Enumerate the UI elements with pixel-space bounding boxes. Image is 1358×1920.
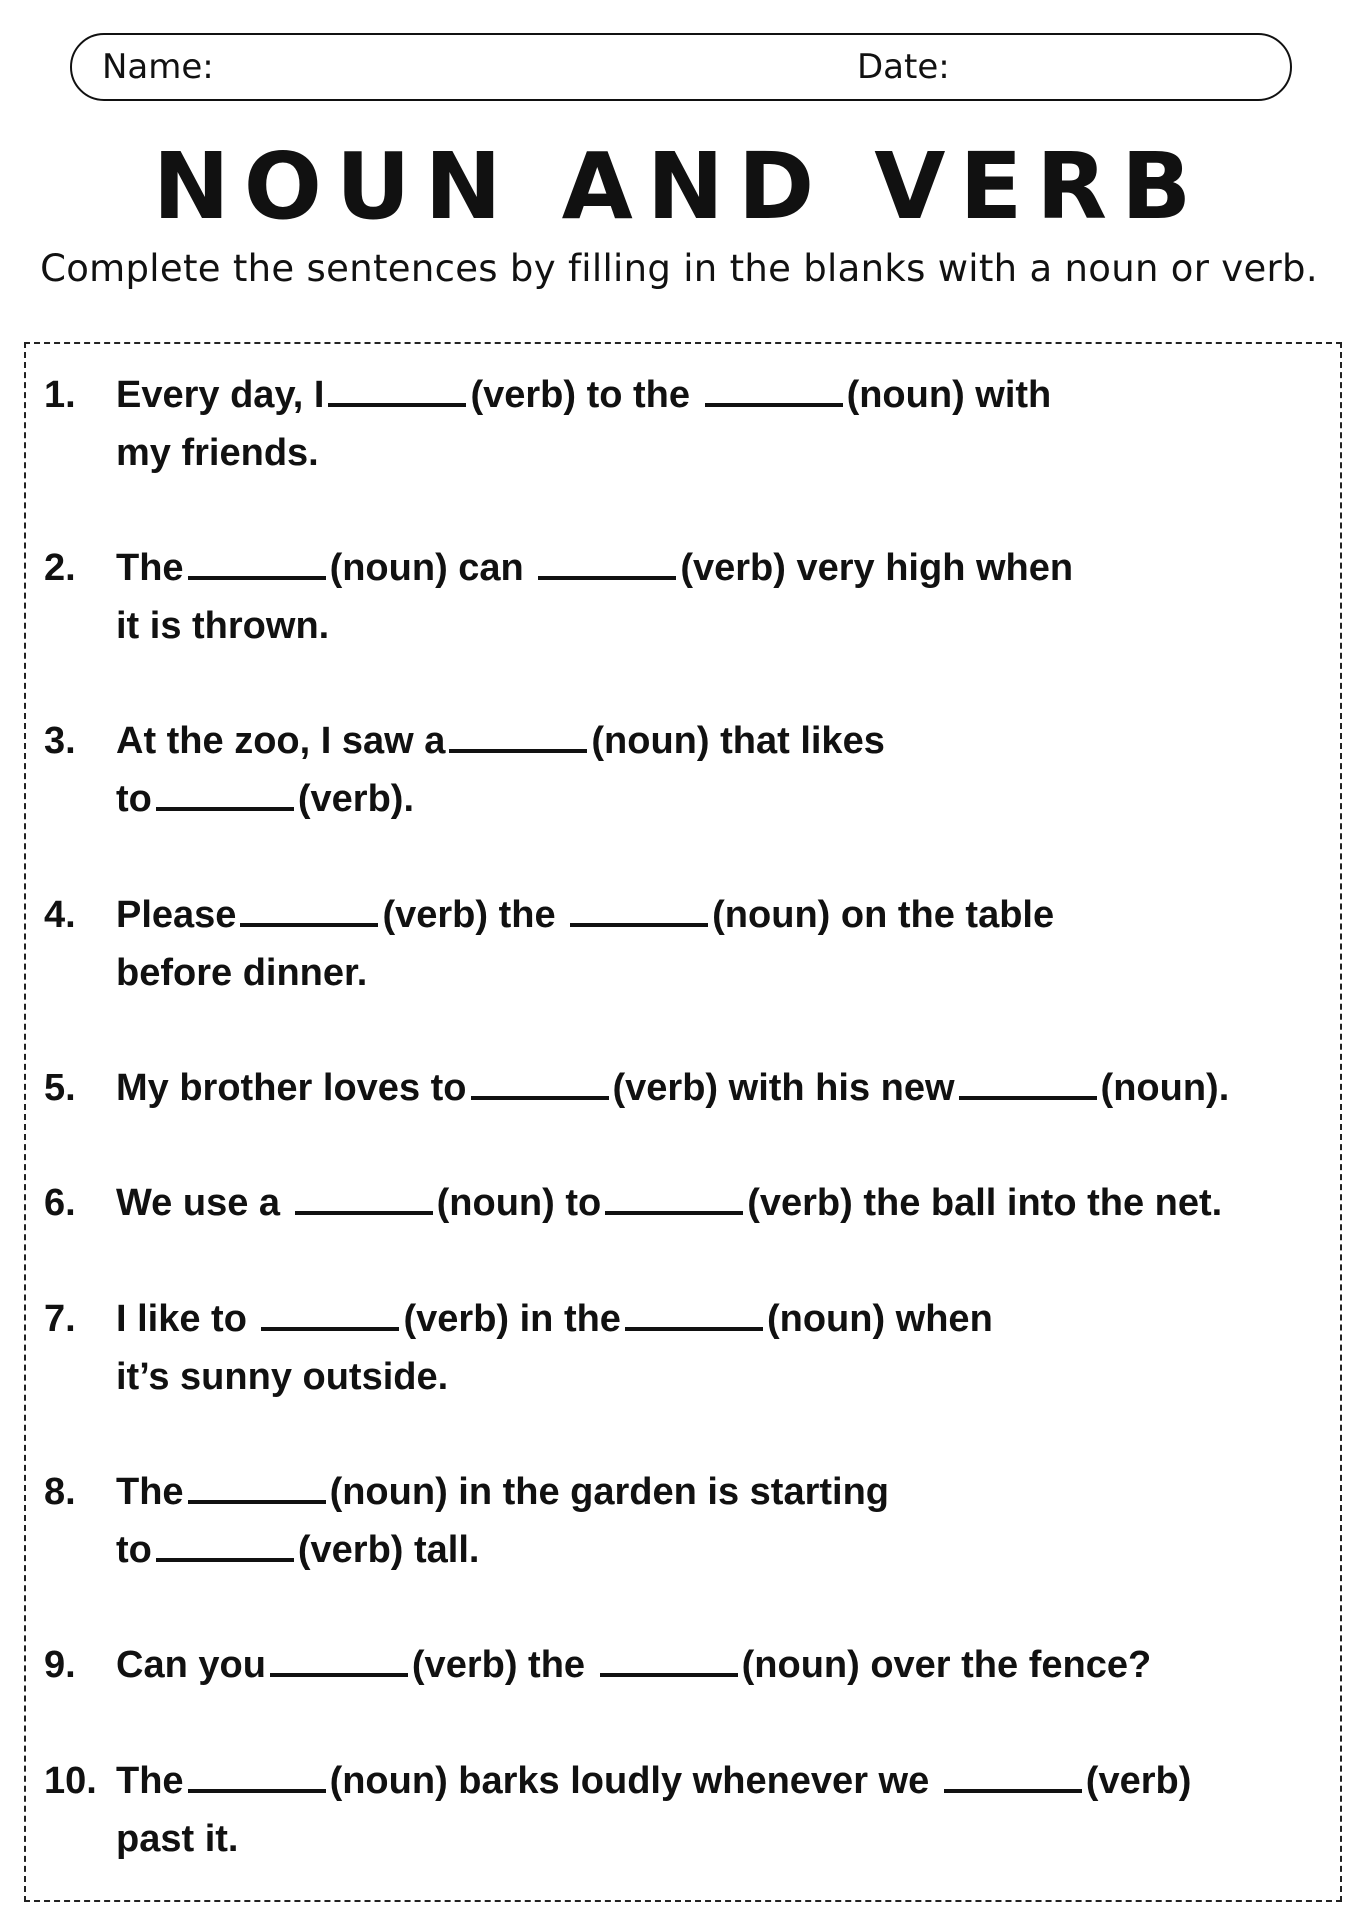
- question-number: 3.: [44, 720, 76, 762]
- question-text-part: (verb) the: [382, 894, 556, 936]
- answer-blank[interactable]: [328, 373, 466, 407]
- question-text-part: (noun) that likes: [591, 720, 885, 762]
- question-text-part: (noun) in the garden is starting: [329, 1471, 890, 1513]
- question-text: [116, 1752, 1314, 1868]
- answer-blank[interactable]: [156, 777, 294, 811]
- question-text-part: (verb).: [297, 778, 415, 820]
- answer-blank[interactable]: [156, 1528, 294, 1562]
- question-text-part: We use a: [116, 1182, 281, 1224]
- question-text-part: (noun) when: [766, 1298, 993, 1340]
- question-text-part: (noun) with: [846, 374, 1052, 416]
- question-text-part: My brother loves to: [116, 1067, 467, 1109]
- question-9: [44, 1636, 1314, 1694]
- question-3: [44, 712, 1314, 828]
- answer-blank[interactable]: [188, 1759, 326, 1793]
- question-text: [116, 366, 1314, 482]
- question-text-part: The: [116, 547, 184, 589]
- question-8: [44, 1463, 1314, 1579]
- question-number: 4.: [44, 894, 76, 936]
- question-text-part: Please: [116, 894, 237, 936]
- question-number: 2.: [44, 547, 76, 589]
- question-text-part: (noun).: [1100, 1067, 1230, 1109]
- question-number: 8.: [44, 1471, 76, 1513]
- worksheet-title: NOUN AND VERB: [152, 133, 1206, 240]
- answer-blank[interactable]: [270, 1643, 408, 1677]
- question-text-part: (noun) can: [329, 547, 524, 589]
- answer-blank[interactable]: [261, 1297, 399, 1331]
- question-text-part: to: [116, 1529, 152, 1571]
- worksheet-instructions: Complete the sentences by filling in the blanks with a noun or verb.: [40, 247, 1318, 290]
- question-text-part: At the zoo, I saw a: [116, 720, 446, 762]
- question-text: [116, 539, 1314, 655]
- answer-blank[interactable]: [471, 1066, 609, 1100]
- question-text-part: The: [116, 1760, 184, 1802]
- question-text: [116, 1636, 1314, 1694]
- question-number: 7.: [44, 1298, 76, 1340]
- question-6: [44, 1174, 1314, 1232]
- question-text: [116, 1174, 1314, 1232]
- question-text: [116, 1059, 1314, 1117]
- question-text-part: (verb) the ball into the net.: [747, 1182, 1223, 1224]
- question-1: [44, 366, 1314, 482]
- question-number: 6.: [44, 1182, 76, 1224]
- question-7: [44, 1290, 1314, 1406]
- question-text: [116, 886, 1314, 1002]
- answer-blank[interactable]: [959, 1066, 1097, 1100]
- question-text-part: Every day, I: [116, 374, 325, 416]
- answer-blank[interactable]: [188, 546, 326, 580]
- answer-blank[interactable]: [600, 1643, 738, 1677]
- answer-blank[interactable]: [295, 1181, 433, 1215]
- question-text-part: to: [116, 778, 152, 820]
- answer-blank[interactable]: [605, 1181, 743, 1215]
- question-text-part: (verb) in the: [403, 1298, 621, 1340]
- question-text-part: (noun) on the table: [712, 894, 1055, 936]
- question-2: [44, 539, 1314, 655]
- question-5: [44, 1059, 1314, 1117]
- question-text-part: (verb) tall.: [297, 1529, 480, 1571]
- question-number: 10.: [44, 1760, 97, 1802]
- question-text-part: before dinner.: [116, 952, 368, 994]
- answer-blank[interactable]: [449, 719, 587, 753]
- answer-blank[interactable]: [570, 893, 708, 927]
- answer-blank[interactable]: [240, 893, 378, 927]
- question-text-part: (verb) very high when: [680, 547, 1074, 589]
- question-number: 1.: [44, 374, 76, 416]
- name-label: Name:: [102, 47, 214, 87]
- question-text: [116, 1463, 1314, 1579]
- question-text: [116, 1290, 1314, 1406]
- question-text-part: Can you: [116, 1644, 266, 1686]
- question-text-part: (verb) with his new: [612, 1067, 955, 1109]
- answer-blank[interactable]: [188, 1470, 326, 1504]
- date-label: Date:: [857, 47, 950, 87]
- question-text: [116, 712, 1314, 828]
- answer-blank[interactable]: [944, 1759, 1082, 1793]
- question-number: 9.: [44, 1644, 76, 1686]
- answer-blank[interactable]: [538, 546, 676, 580]
- question-text-part: (verb) to the: [470, 374, 690, 416]
- question-text-part: (noun) barks loudly whenever we: [329, 1760, 930, 1802]
- question-text-part: (noun) to: [436, 1182, 602, 1224]
- question-text-part: it’s sunny outside.: [116, 1356, 449, 1398]
- question-text-part: The: [116, 1471, 184, 1513]
- question-10: [44, 1752, 1314, 1868]
- question-text-part: my friends.: [116, 432, 319, 474]
- question-text-part: (verb) the: [411, 1644, 586, 1686]
- question-text-part: I like to: [116, 1298, 247, 1340]
- answer-blank[interactable]: [705, 373, 843, 407]
- question-text-part: (verb): [1085, 1760, 1192, 1802]
- name-date-bar: [70, 33, 1292, 101]
- question-4: [44, 886, 1314, 1002]
- question-text-part: it is thrown.: [116, 605, 330, 647]
- question-text-part: past it.: [116, 1818, 239, 1860]
- answer-blank[interactable]: [625, 1297, 763, 1331]
- question-text-part: (noun) over the fence?: [741, 1644, 1152, 1686]
- question-number: 5.: [44, 1067, 76, 1109]
